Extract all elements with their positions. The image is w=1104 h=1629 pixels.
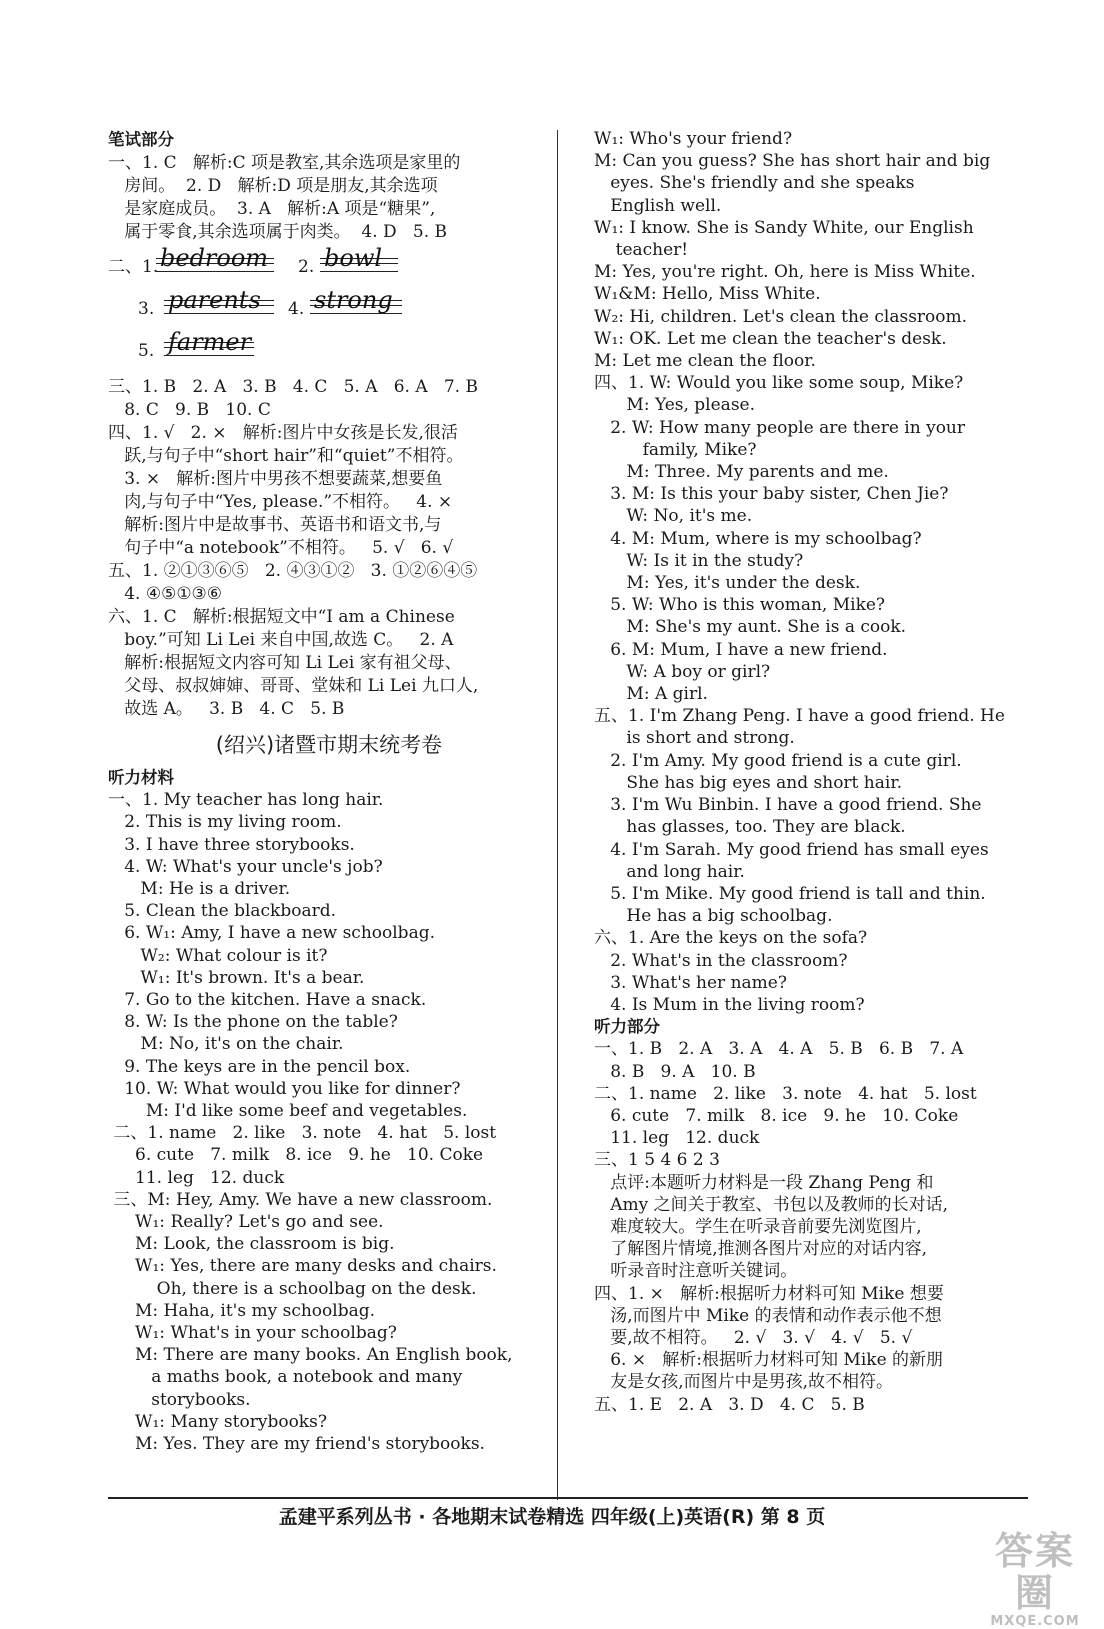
writing-lines xyxy=(164,328,254,372)
text-line: 一、1. My teacher has long hair. xyxy=(108,790,384,811)
text-line: 跃,与句子中“short hair”和“quiet”不相符。 xyxy=(108,446,464,466)
text-line: M: Can you guess? She has short hair and big xyxy=(594,151,991,172)
section-heading: 听力材料 xyxy=(108,768,174,787)
text-line: W₁: Really? Let's go and see. xyxy=(108,1212,384,1233)
text-line: W₁: What's in your schoolbag? xyxy=(108,1323,397,1344)
answer-number: 3. xyxy=(138,299,155,319)
text-line: M: A girl. xyxy=(594,684,708,705)
text-line: Oh, there is a schoolbag on the desk. xyxy=(108,1278,477,1299)
text-line: 父母、叔叔婶婶、哥哥、堂妹和 Li Lei 九口人, xyxy=(108,676,479,696)
answer-number: 4. xyxy=(288,299,305,319)
text-line: storybooks. xyxy=(108,1389,251,1410)
text-line: 6. M: Mum, I have a new friend. xyxy=(594,639,888,660)
text-line: Amy 之间关于教室、书包以及教师的长对话, xyxy=(594,1194,949,1215)
text-line: 4. I'm Sarah. My good friend has small eyes xyxy=(594,839,989,860)
text-line: W: Is it in the study? xyxy=(594,550,804,571)
text-line: 6. W₁: Amy, I have a new schoolbag. xyxy=(108,923,435,944)
text-line: 4. W: What's your uncle's job? xyxy=(108,856,383,877)
text-line: 5. W: Who is this woman, Mike? xyxy=(594,595,886,616)
text-line: 一、1. C 解析:C 项是教室,其余选项是家里的 xyxy=(108,153,461,173)
text-line: 汤,而图片中 Mike 的表情和动作表示他不想 xyxy=(594,1305,942,1326)
listening-material xyxy=(108,767,550,1455)
text-line: 听录音时注意听关键词。 xyxy=(594,1261,798,1282)
text-line: W₁: I know. She is Sandy White, our English xyxy=(594,217,974,238)
text-line: 六、1. Are the keys on the sofa? xyxy=(594,928,868,949)
text-line: 3. I have three storybooks. xyxy=(108,834,355,855)
text-line: eyes. She's friendly and she speaks xyxy=(594,173,915,194)
text-line: 6. cute 7. milk 8. ice 9. he 10. Coke xyxy=(594,1105,959,1126)
text-line: 5. Clean the blackboard. xyxy=(108,901,337,922)
text-line: English well. xyxy=(594,195,722,216)
text-line: W₁: Many storybooks? xyxy=(108,1411,327,1432)
text-line: M: There are many books. An English book, xyxy=(108,1345,513,1366)
section-heading: 笔试部分 xyxy=(108,130,174,149)
answer-number: 二、1. xyxy=(108,257,159,277)
text-line: M: Yes, it's under the desk. xyxy=(594,573,861,594)
text-line: 11. leg 12. duck xyxy=(108,1167,285,1188)
text-line: 5. I'm Mike. My good friend is tall and thin. xyxy=(594,883,986,904)
text-line: M: Yes. They are my friend's storybooks. xyxy=(108,1434,485,1455)
text-line: 二、1. name 2. like 3. note 4. hat 5. lost xyxy=(594,1083,977,1104)
text-line: 4. Is Mum in the living room? xyxy=(594,994,865,1015)
watermark-url: MXQE.COM xyxy=(990,1614,1080,1629)
text-line: 四、1. W: Would you like some soup, Mike? xyxy=(594,373,964,394)
handwriting-answers xyxy=(108,244,550,376)
text-line: and long hair. xyxy=(594,861,745,882)
text-line: 房间。 2. D 解析:D 项是朋友,其余选项 xyxy=(108,176,438,196)
text-line: a maths book, a notebook and many xyxy=(108,1367,463,1388)
text-line: 2. What's in the classroom? xyxy=(594,950,848,971)
text-line: W₂: What colour is it? xyxy=(108,945,328,966)
text-line: 10. W: What would you like for dinner? xyxy=(108,1078,461,1099)
text-line: M: Haha, it's my schoolbag. xyxy=(108,1300,376,1321)
text-line: She has big eyes and short hair. xyxy=(594,772,902,793)
section-heading: 听力部分 xyxy=(594,1017,660,1037)
text-line: 五、1. ②①③⑥⑤ 2. ④③①② 3. ①②⑥④⑤ xyxy=(108,561,478,581)
text-line: 了解图片情境,推测各图片对应的对话内容, xyxy=(594,1239,928,1260)
text-line: 6. × 解析:根据听力材料可知 Mike 的新朋 xyxy=(594,1350,944,1371)
text-line: 三、1 5 4 6 2 3 xyxy=(594,1150,720,1171)
writing-lines xyxy=(320,244,398,288)
text-line: 6. cute 7. milk 8. ice 9. he 10. Coke xyxy=(108,1145,484,1166)
text-line: 故选 A。 3. B 4. C 5. B xyxy=(108,699,345,719)
text-line: 四、1. × 解析:根据听力材料可知 Mike 想要 xyxy=(594,1283,944,1304)
text-line: 3. I'm Wu Binbin. I have a good friend. She xyxy=(594,795,982,816)
text-line: M: Let me clean the floor. xyxy=(594,351,816,372)
text-line: M: I'd like some beef and vegetables. xyxy=(108,1101,468,1122)
handwritten-answer: farmer xyxy=(168,328,252,356)
text-line: 六、1. C 解析:根据短文中“I am a Chinese xyxy=(108,607,455,627)
text-line: M: Look, the classroom is big. xyxy=(108,1234,395,1255)
text-line: 解析:图片中是故事书、英语书和语文书,与 xyxy=(108,515,442,535)
text-line: 四、1. √ 2. × 解析:图片中女孩是长发,很活 xyxy=(108,423,458,443)
text-line: 2. This is my living room. xyxy=(108,812,342,833)
text-line: M: He is a driver. xyxy=(108,879,291,900)
handwritten-answer: bowl xyxy=(324,244,383,272)
text-line: 五、1. I'm Zhang Peng. I have a good friend. He xyxy=(594,706,1005,727)
column-divider xyxy=(557,130,558,1500)
writing-lines xyxy=(164,286,274,330)
text-line: M: Three. My parents and me. xyxy=(594,462,889,483)
text-line: 肉,与句子中“Yes, please.”不相符。 4. × xyxy=(108,492,453,512)
text-line: W₁: OK. Let me clean the teacher's desk. xyxy=(594,328,947,349)
text-line: W₁&M: Hello, Miss White. xyxy=(594,284,821,305)
text-line: 7. Go to the kitchen. Have a snack. xyxy=(108,990,427,1011)
text-line: W₁: Who's your friend? xyxy=(594,129,793,149)
watermark-logo xyxy=(980,1529,1090,1629)
text-line: 4. ④⑤①③⑥ xyxy=(108,584,223,604)
writing-lines xyxy=(156,244,274,288)
writing-lines xyxy=(310,286,402,330)
text-line: 属于零食,其余选项属于肉类。 4. D 5. B xyxy=(108,222,448,242)
text-line: 要,故不相符。 2. √ 3. √ 4. √ 5. √ xyxy=(594,1327,913,1348)
text-line: 8. C 9. B 10. C xyxy=(108,400,271,420)
text-line: M: Yes, please. xyxy=(594,395,756,416)
text-line: 4. M: Mum, where is my schoolbag? xyxy=(594,528,922,549)
text-line: family, Mike? xyxy=(594,439,757,460)
text-line: 3. × 解析:图片中男孩不想要蔬菜,想要鱼 xyxy=(108,469,443,489)
handwritten-answer: strong xyxy=(314,286,393,314)
text-line: 解析:根据短文内容可知 Li Lei 家有祖父母、 xyxy=(108,653,462,673)
text-line: 2. W: How many people are there in your xyxy=(594,417,966,438)
text-line: boy.”可知 Li Lei 来自中国,故选 C。 2. A xyxy=(108,630,454,650)
text-line: W: A boy or girl? xyxy=(594,661,771,682)
answer-number: 2. xyxy=(298,257,315,277)
text-line: 难度较大。学生在听录音前要先浏览图片, xyxy=(594,1216,922,1237)
text-line: W: No, it's me. xyxy=(594,506,753,527)
text-line: 8. B 9. A 10. B xyxy=(594,1061,756,1082)
text-line: 句子中“a notebook”不相符。 5. √ 6. √ xyxy=(108,538,454,558)
right-column xyxy=(594,128,1024,1416)
text-line: 9. The keys are in the pencil box. xyxy=(108,1056,411,1077)
text-line: 2. I'm Amy. My good friend is a cute girl. xyxy=(594,750,962,771)
text-line: 友是女孩,而图片中是男孩,故不相符。 xyxy=(594,1372,894,1393)
text-line: 3. What's her name? xyxy=(594,972,787,993)
answer-block-written-cont xyxy=(108,376,550,721)
text-line: He has a big schoolbag. xyxy=(594,906,833,927)
text-line: 三、1. B 2. A 3. B 4. C 5. A 6. A 7. B xyxy=(108,377,478,397)
handwritten-answer: parents xyxy=(168,286,261,314)
text-line: M: No, it's on the chair. xyxy=(108,1034,344,1055)
text-line: 8. W: Is the phone on the table? xyxy=(108,1012,398,1033)
left-column xyxy=(108,128,550,1455)
text-line: M: Yes, you're right. Oh, here is Miss White. xyxy=(594,262,976,283)
watermark-text: 答案圈 xyxy=(994,1529,1075,1615)
text-line: has glasses, too. They are black. xyxy=(594,817,906,838)
page-footer: 孟建平系列丛书 · 各地期末试卷精选 四年级(上)英语(R) 第 8 页 xyxy=(278,1506,826,1528)
text-line: is short and strong. xyxy=(594,728,795,749)
answer-block-written xyxy=(108,128,550,244)
text-line: 是家庭成员。 3. A 解析:A 项是“糖果”, xyxy=(108,199,436,219)
text-line: W₁: Yes, there are many desks and chairs. xyxy=(108,1256,497,1277)
text-line: W₁: It's brown. It's a bear. xyxy=(108,967,365,988)
text-line: teacher! xyxy=(594,240,689,261)
footer-rule xyxy=(108,1497,1028,1499)
text-line: M: She's my aunt. She is a cook. xyxy=(594,617,907,638)
text-line: 3. M: Is this your baby sister, Chen Jie? xyxy=(594,484,949,505)
text-line: 点评:本题听力材料是一段 Zhang Peng 和 xyxy=(594,1172,934,1193)
answer-number: 5. xyxy=(138,341,155,361)
handwritten-answer: bedroom xyxy=(160,244,269,272)
text-line: 二、1. name 2. like 3. note 4. hat 5. lost xyxy=(108,1123,497,1144)
text-line: 五、1. E 2. A 3. D 4. C 5. B xyxy=(594,1394,865,1415)
text-line: 一、1. B 2. A 3. A 4. A 5. B 6. B 7. A xyxy=(594,1039,964,1060)
text-line: W₂: Hi, children. Let's clean the classroom. xyxy=(594,306,968,327)
section-title: (绍兴)诸暨市期末统考卷 xyxy=(215,733,443,757)
text-line: 11. leg 12. duck xyxy=(594,1128,760,1149)
text-line: 三、M: Hey, Amy. We have a new classroom. xyxy=(108,1189,493,1210)
